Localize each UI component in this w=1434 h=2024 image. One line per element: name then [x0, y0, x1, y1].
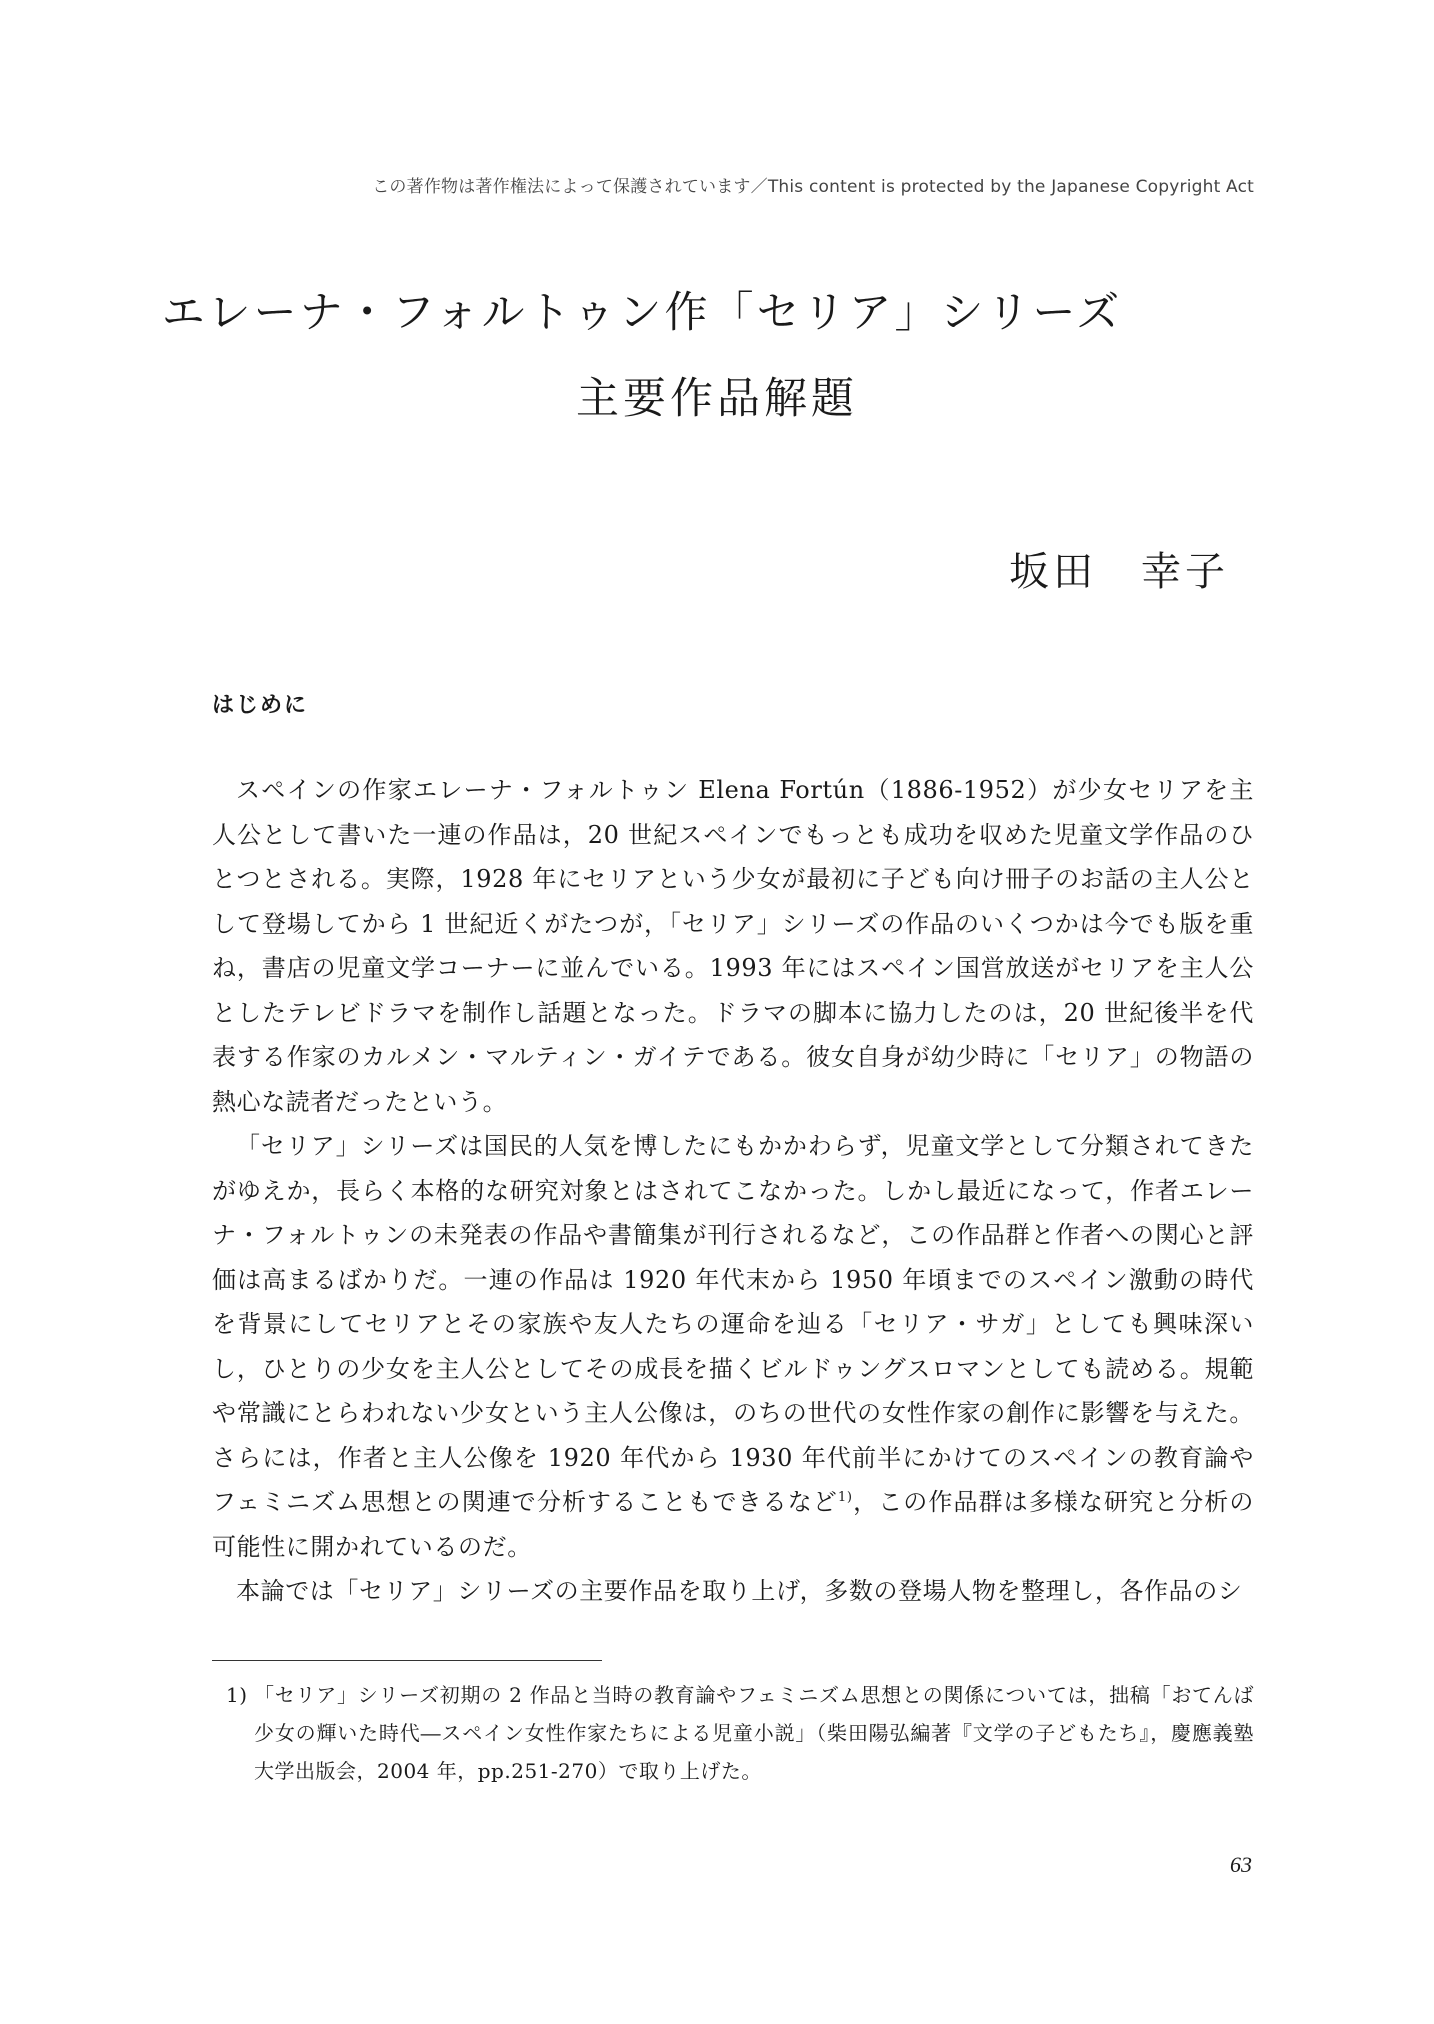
paragraph-2-text: 「セリア」シリーズは国民的人気を博したにもかかわらず，児童文学として分類されてきたがゆえか，長らく本格的な研究対象とはされてこなかった。しかし最近になって，作者エレーナ・フォルトゥンの未発表の作品や書簡集が刊行されるなど，この作品群と作者への関心と評価は高まるばかりだ。一連の作品は 1920 年代末から 1950 年頃までのスペイン激動の時代を背景にしてセリアとその家族や友人たちの運命を辿る「セリア・サガ」としても興味深いし，ひとりの少女を主人公としてその成長を描くビルドゥングスロマンとしても読める。規範や常識にとらわれない少女という主人公像は，のちの世代の女性作家の創作に影響を与えた。さらには，作者と主人公像を 1920 年代から 1930 年代前半にかけてのスペインの教育論やフェミニズム思想との関連で分析することもできるなど [212, 1132, 1254, 1516]
paragraph-1: スペインの作家エレーナ・フォルトゥン Elena Fortún（1886-1952）が少女セリアを主人公として書いた一連の作品は，20 世紀スペインでもっとも成功を収めた児童文学作品のひとつとされる。実際，1928 年にセリアという少女が最初に子ども向け冊子のお話の主人公として登場してから 1 世紀近くがたつが，「セリア」シリーズの作品のいくつかは今でも版を重ね，書店の児童文学コーナーに並んでいる。1993 年にはスペイン国営放送がセリアを主人公としたテレビドラマを制作し話題となった。ドラマの脚本に協力したのは，20 世紀後半を代表する作家のカルメン・マルティン・ガイテである。彼女自身が幼少時に「セリア」の物語の熱心な読者だったという。 [212, 776, 1254, 1116]
body-text [212, 768, 1254, 1614]
footnote [226, 1676, 1254, 1790]
title-line-2: 主要作品解題 [576, 374, 858, 424]
section-heading: はじめに [212, 692, 309, 718]
copyright-notice: この著作物は著作権法によって保護されています／This content is protected by the Japanese Copyright Act [372, 177, 1254, 197]
footnote-text: 「セリア」シリーズ初期の 2 作品と当時の教育論やフェミニズム思想との関係については，拙稿「おてんば少女の輝いた時代―スペイン女性作家たちによる児童小説」（柴田陽弘編著『文学の子どもたち』，慶應義塾大学出版会，2004 年，pp.251-270）で取り上げた。 [254, 1683, 1254, 1783]
article-title [161, 270, 1254, 442]
title-line-1: エレーナ・フォルトゥン作「セリア」シリーズ [161, 288, 1123, 338]
page-number: 63 [1230, 1852, 1252, 1877]
footnote-divider [212, 1660, 602, 1661]
paragraph-2-tail: ，この作品群は多様な研究と分析の可能性に開かれているのだ。 [212, 1488, 1254, 1561]
paragraph-3: 本論では「セリア」シリーズの主要作品を取り上げ，多数の登場人物を整理し，各作品のシ [236, 1577, 1243, 1605]
footnote-reference[interactable]: 1) [837, 1490, 853, 1505]
author-name: 坂田 幸子 [1009, 549, 1229, 595]
footnote-number: 1) [226, 1683, 248, 1707]
paragraph-2 [212, 1124, 1254, 1569]
